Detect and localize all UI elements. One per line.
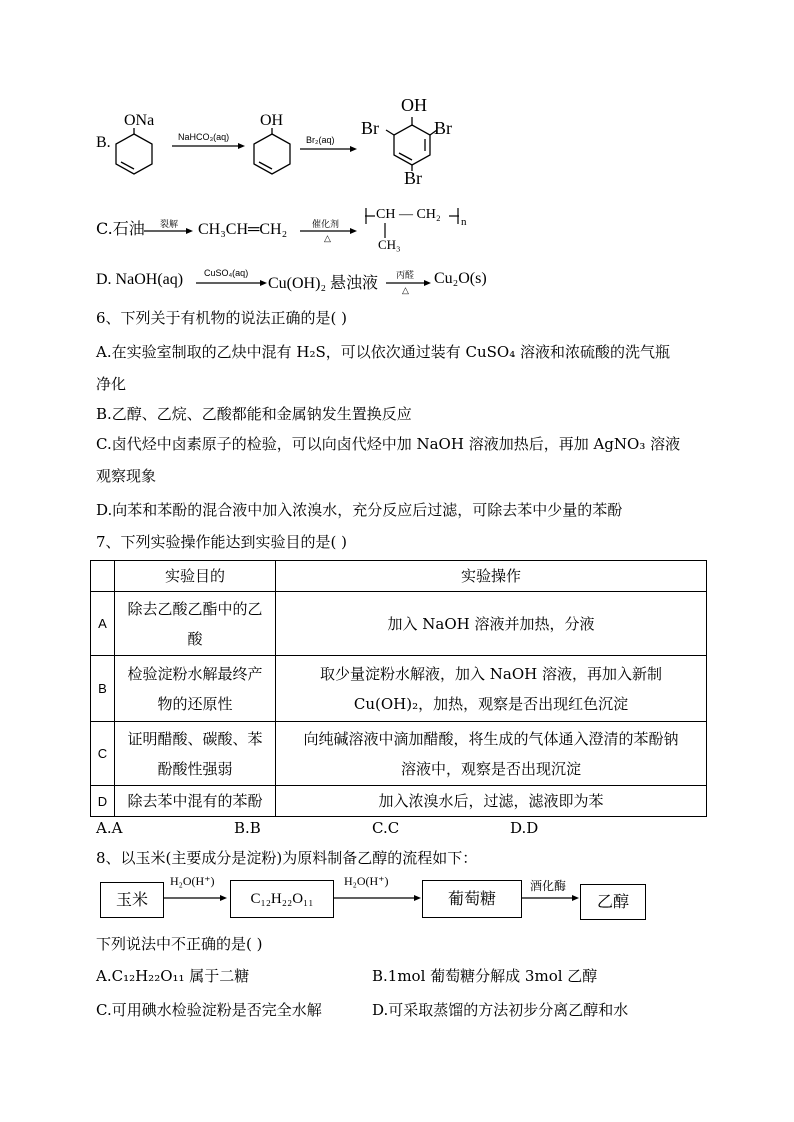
table-header-aim: 实验目的 [115, 561, 276, 592]
flow-box-ethanol: 乙醇 [580, 884, 646, 920]
option-b-label: B. [96, 134, 111, 151]
condition-label: NaHCO₃(aq) [178, 132, 230, 142]
row-aim-cont: 酸 [187, 629, 203, 648]
reactant-substituent: ONa [124, 112, 155, 129]
arrow-icon [164, 894, 228, 902]
question-6-option-b: B.乙醇、乙烷、乙酸都能和金属钠发生置换反应 [96, 405, 412, 423]
phenoxide-ring [108, 128, 160, 176]
row-aim: 检验淀粉水解最终产 [127, 664, 263, 683]
product-br-left: Br [361, 118, 379, 138]
condition-label: 丙醛 [396, 270, 415, 280]
flow-box-glucose: 葡萄糖 [422, 880, 522, 918]
row-aim: 证明醋酸、碳酸、苯 [127, 729, 263, 748]
row-operation-cont: 溶液中，观察是否出现沉淀 [400, 759, 581, 778]
table-row [91, 656, 707, 722]
condition-label: Br₂(aq) [306, 135, 335, 145]
flow-box-disaccharide: C₁₂H₂₂O₁₁ [230, 880, 334, 918]
condition-label: CuSO₄(aq) [204, 268, 249, 278]
row-operation: 加入浓溴水后，过滤，滤液即为苯 [378, 792, 604, 810]
tribromophenol-ring [384, 115, 440, 171]
row-label: C [91, 722, 115, 786]
product-br-right: Br [434, 118, 452, 138]
question-8-option-b: B.1mol 葡萄糖分解成 3mol 乙醇 [372, 967, 598, 985]
arrow-icon [522, 894, 580, 902]
question-7-choice-c: C.C [372, 819, 400, 837]
row-operation: 取少量淀粉水解液，加入 NaOH 溶液，再加入新制 [320, 664, 662, 683]
table-row [91, 722, 707, 786]
question-6-option-a: A.在实验室制取的乙炔中混有 H₂S，可以依次通过装有 CuSO₄ 溶液和浓硫酸的洗气瓶 [96, 343, 671, 361]
experiment-table [90, 560, 707, 817]
question-7-stem: 7、下列实验操作能达到实验目的是( ) [96, 533, 348, 551]
arrow-icon [334, 894, 422, 902]
question-8-stem: 8、以玉米(主要成分是淀粉)为原料制备乙醇的流程如下： [96, 849, 478, 867]
row-aim-cont: 酚酸性强弱 [157, 759, 233, 778]
cuprous-oxide: Cu₂O(s) [434, 270, 487, 287]
table-header-operation: 实验操作 [276, 561, 707, 592]
condition-label: 裂解 [160, 219, 179, 229]
condition-label: 催化剂 [312, 219, 340, 229]
question-8-option-a: A.C₁₂H₂₂O₁₁ 属于二糖 [96, 967, 250, 985]
phenol-ring [246, 128, 298, 176]
row-aim: 除去苯中混有的苯酚 [127, 792, 263, 810]
option-d-label: D. NaOH(aq) [96, 271, 184, 288]
row-label: A [91, 592, 115, 656]
product-oh: OH [401, 95, 427, 115]
row-aim: 除去乙酸乙酯中的乙 [127, 599, 263, 618]
question-6-option-d: D.向苯和苯酚的混合液中加入浓溴水，充分反应后过滤，可除去苯中少量的苯酚 [96, 501, 623, 519]
question-6-stem: 6、下列关于有机物的说法正确的是( ) [96, 309, 348, 327]
question-7-choice-a: A.A [96, 819, 123, 837]
arrow-icon [172, 142, 246, 150]
question-8-sub: 下列说法中不正确的是( ) [96, 935, 263, 953]
table-header-row [91, 561, 707, 592]
condition-label: △ [402, 285, 409, 295]
question-6-option-a-cont: 净化 [96, 375, 127, 393]
flow-arrow-label: H₂O(H⁺) [170, 874, 215, 888]
polymer-n: n [461, 216, 467, 228]
phenol-substituent: OH [260, 112, 284, 129]
propene-formula: CH₃CH═CH₂ [198, 221, 288, 238]
question-7-choice-d: D.D [510, 819, 539, 837]
arrow-icon [300, 145, 358, 153]
question-8-option-c: C.可用碘水检验淀粉是否完全水解 [96, 1001, 322, 1019]
row-label: B [91, 656, 115, 722]
flow-arrow-label: H₂O(H⁺) [344, 874, 389, 888]
option-c-label: C.石油 [96, 219, 145, 238]
question-7-choice-b: B.B [234, 819, 261, 837]
table-header-blank [91, 561, 115, 592]
row-operation: 向纯碱溶液中滴加醋酸，将生成的气体通入澄清的苯酚钠 [303, 729, 679, 748]
polymer-repeat-unit: CH — CH₂ [376, 207, 441, 222]
arrow-icon [196, 279, 268, 287]
flow-box-corn: 玉米 [100, 882, 164, 918]
product-br-bottom: Br [404, 168, 422, 188]
question-6-option-c-cont: 观察现象 [96, 467, 157, 485]
row-aim-cont: 物的还原性 [157, 694, 233, 713]
row-operation: 加入 NaOH 溶液并加热，分液 [387, 614, 595, 633]
flow-arrow-label: 酒化酶 [530, 879, 567, 893]
table-row [91, 786, 707, 817]
row-label: D [91, 786, 115, 817]
table-row [91, 592, 707, 656]
polymer-methyl: CH₃ [378, 237, 401, 252]
condition-label: △ [324, 233, 331, 243]
copper-hydroxide: Cu(OH)₂ 悬浊液 [268, 275, 379, 292]
question-8-option-d: D.可采取蒸馏的方法初步分离乙醇和水 [372, 1001, 629, 1019]
question-6-option-c: C.卤代烃中卤素原子的检验，可以向卤代烃中加 NaOH 溶液加热后，再加 AgNO₃ 溶液 [96, 435, 681, 453]
row-operation-cont: Cu(OH)₂，加热，观察是否出现红色沉淀 [353, 694, 629, 713]
